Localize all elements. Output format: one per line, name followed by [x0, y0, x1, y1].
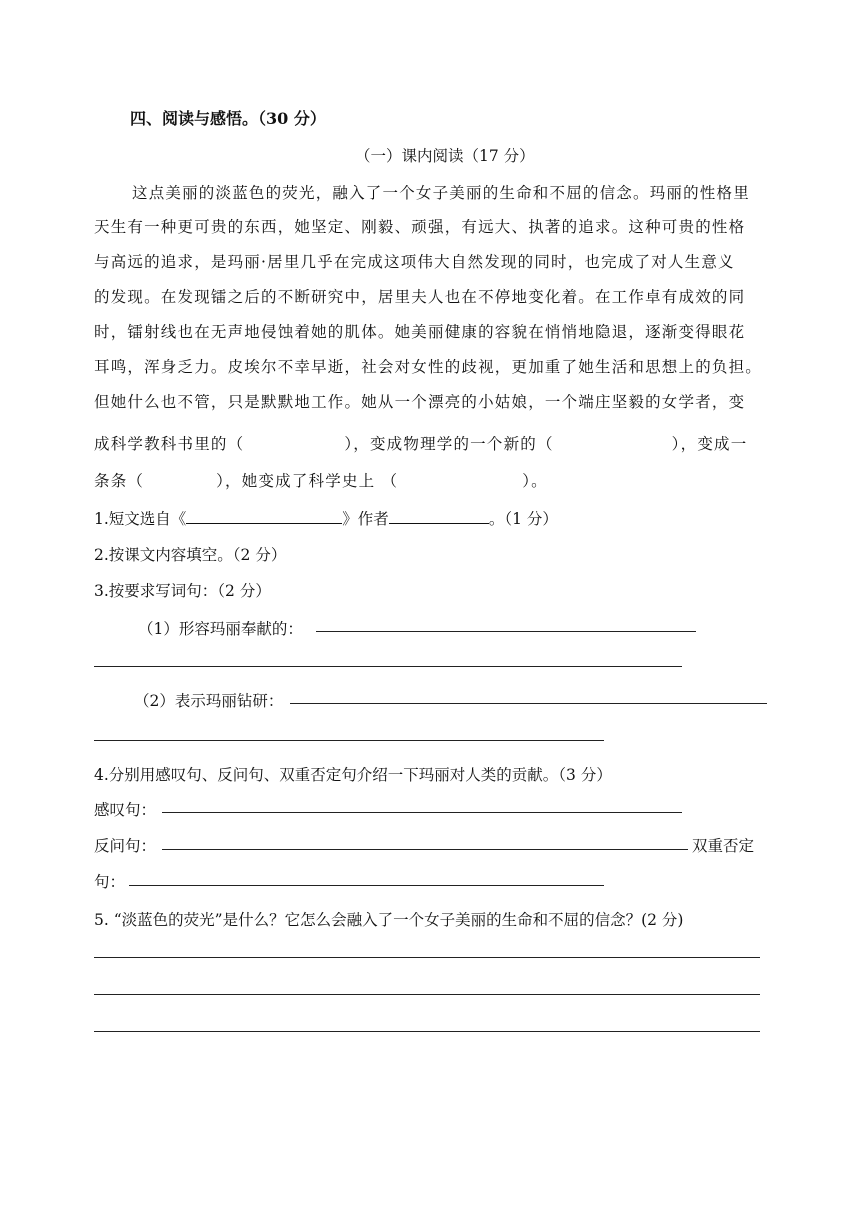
fill-text: ），她变成了科学史上 （: [216, 472, 399, 490]
passage-line: 与高远的追求，是玛丽·居里几乎在完成这项伟大自然发现的同时，也完成了对人生意义: [94, 253, 735, 271]
passage-line: 但她什么也不管，只是默默地工作。她从一个漂亮的小姑娘，一个端庄坚毅的女学者，变: [94, 393, 746, 411]
answer-line[interactable]: [94, 994, 760, 995]
double-negative-label: 双重否定: [692, 837, 755, 855]
answer-line[interactable]: [316, 631, 696, 632]
answer-line[interactable]: [129, 885, 604, 886]
fill-text: ）。: [522, 472, 548, 490]
exclamation-label: 感叹句：: [94, 801, 157, 819]
question-1-score: 。（1 分）: [488, 510, 558, 528]
question-3: 3.按要求写词句：（2 分）: [94, 582, 271, 600]
answer-line[interactable]: [94, 740, 604, 741]
subsection-title: （一）课内阅读（17 分）: [355, 147, 535, 165]
fill-text: ），变成一: [671, 435, 748, 453]
answer-line[interactable]: [94, 1031, 760, 1032]
question-5: 5. “淡蓝色的荧光”是什么？它怎么会融入了一个女子美丽的生命和不屈的信念？(2 分): [94, 911, 684, 929]
answer-line[interactable]: [290, 703, 767, 704]
question-4: 4.分别用感叹句、反问句、双重否定句介绍一下玛丽对人类的贡献。（3 分）: [94, 766, 612, 784]
fill-text: 条条（: [94, 472, 145, 490]
question-1-text: 1.短文选自《: [94, 510, 187, 528]
question-2: 2.按课文内容填空。（2 分）: [94, 546, 287, 564]
question-1: [94, 507, 558, 529]
double-negative-label-cont: 句：: [94, 873, 126, 891]
fill-blank-line: [94, 469, 548, 491]
answer-line[interactable]: [94, 957, 760, 958]
rhetorical-label: 反问句：: [94, 837, 157, 855]
section-title: 四、阅读与感悟。（30 分）: [130, 109, 326, 128]
question-1-author-label: 》作者: [342, 510, 389, 528]
passage-line: 耳鸣，浑身乏力。皮埃尔不幸早逝，社会对女性的歧视，更加重了她生活和思想上的负担。: [94, 358, 763, 376]
fill-text: 成科学教科书里的（: [94, 435, 245, 453]
question-3-1-label: （1）形容玛丽奉献的：: [138, 620, 303, 638]
question-3-2-label: （2）表示玛丽钻研：: [134, 692, 284, 710]
answer-line[interactable]: [162, 812, 682, 813]
answer-line[interactable]: [94, 666, 682, 667]
fill-text: ），变成物理学的一个新的（: [344, 435, 554, 453]
answer-line[interactable]: [162, 849, 688, 850]
source-answer-line[interactable]: [186, 509, 342, 524]
passage-line: 天生有一种更可贵的东西，她坚定、刚毅、顽强，有远大、执著的追求。这种可贵的性格: [94, 218, 746, 236]
fill-blank-line: [94, 432, 747, 454]
passage-line: 的发现。在发现镭之后的不断研究中，居里夫人也在不停地变化着。在工作卓有成效的同: [94, 288, 746, 306]
passage-line: 这点美丽的淡蓝色的荧光，融入了一个女子美丽的生命和不屈的信念。玛丽的性格里: [132, 184, 750, 202]
passage-line: 时，镭射线也在无声地侵蚀着她的肌体。她美丽健康的容貌在悄悄地隐退，逐渐变得眼花: [94, 323, 746, 341]
author-answer-line[interactable]: [389, 509, 489, 524]
